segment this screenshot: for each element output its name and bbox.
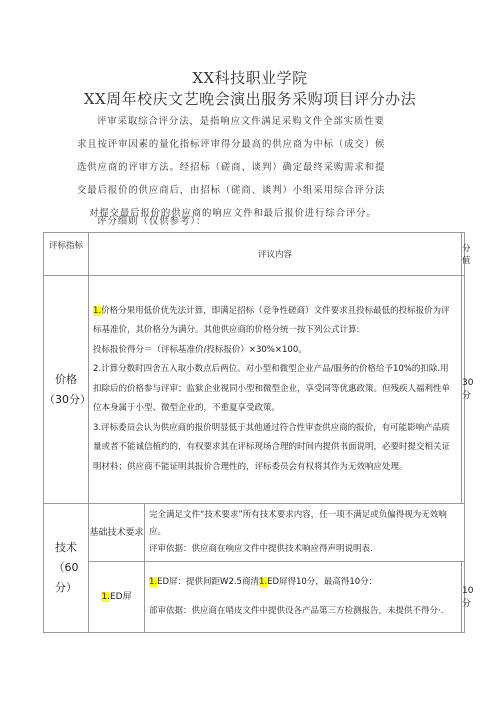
- led-score-cell: 10分: [462, 562, 465, 633]
- header-indicator: 评标指标: [44, 233, 89, 276]
- document-title: XX周年校庆文艺晚会演出服务采购项目评分办法: [83, 90, 417, 108]
- price-score-cell: 30分: [462, 276, 465, 504]
- tech-indicator-cell: [44, 504, 89, 633]
- basic-tech-content: [145, 504, 465, 562]
- price-content-cell: [89, 276, 462, 504]
- scoring-subheading: 评分细则（仅供参考）：: [97, 216, 207, 227]
- table-header-row: [44, 233, 465, 276]
- led-screen-line-1: 1.ED屏：提供间距W2.5商清1.ED屏得10分，最高得10分：: [149, 577, 378, 587]
- led-screen-label: 1.ED屏: [89, 562, 145, 633]
- price-rule-3: 3.评标委员会认为供应商的报价明显低于其他通过符合性审查供应商的报价，有可能影响产品质量或者不能诚信植约的，有权要求其在评标现场合理的时间内提供书面说明，必要时提交相关证明材料；供应商不能证明其报价合理性的，评标委员会有权将其作为无效响应处理。: [93, 422, 451, 472]
- price-formula: 投标报价得分＝（评标基准价/投标报价）×30%×100。: [93, 344, 307, 355]
- price-rule-2: 2.计算分数时四舍五入取小数点后两位。对小型和微型企业产品/服务的价格给予10%的扣除.用扣除后的价格参与评审；监狱企业视同小型和微型企业，享受同等优惠政策。但残疾人福利性单位本身属于小型、微型企业的，不重夏享受政策。: [93, 364, 451, 414]
- price-indicator-cell: [44, 276, 89, 504]
- intro-line-3: 选供应商的评审方法。经招标（磋商、谈判）确定最终采购需求和提: [77, 162, 386, 173]
- tech-led-row: [44, 562, 465, 633]
- header-score: 分值: [462, 233, 465, 276]
- intro-line-1: 评审采取综合评分法，是指响应文件满足采购文件全部实质性要: [97, 116, 385, 127]
- basic-tech-line-1: 完全满足文件“技术要求”所有技术要求内容，任一项不满足或负偏得视为无效响应。: [149, 510, 447, 537]
- scoring-table: [43, 232, 474, 633]
- price-weight: （30分）: [44, 392, 91, 406]
- price-rule-1: 1.价格分果用低价优先法计算，即满足招标（竞争性磋商）文件要求且投标最低的投标报价为评标基准价，其价格分为满分。其他供应商的价格分统一按下列公式计算:: [93, 305, 450, 336]
- led-screen-content: [145, 562, 462, 633]
- intro-line-4: 交最后报价的供应商后，由招标（磋商、谈判）小组采用综合评分法: [77, 185, 386, 196]
- intro-paragraph: [77, 110, 457, 225]
- header-content: 评议内容: [89, 233, 462, 276]
- basic-tech-line-2: 评审依据：供应商在响应文件中提供技术响应得声明说明表.: [149, 544, 373, 554]
- price-label: 价格: [55, 372, 77, 386]
- tech-label: 技术（60: [53, 541, 79, 574]
- intro-line-2: 求且按评审因素的量化指标评审得分最高的供应商为中标（成交）候: [77, 139, 386, 150]
- school-name: XX科技职业学院: [192, 69, 308, 87]
- basic-tech-label: 基础技术要求: [89, 504, 145, 562]
- intro-line-5: 对提交最后报价的供应商的响应文件和最后报价进行综合评分。: [89, 208, 377, 219]
- tech-weight: 分）: [55, 581, 77, 594]
- led-screen-line-2: 部审依据：供应商在哨皮文件中提供设各产品第三方检测报告，未提供不得分·.: [149, 606, 444, 616]
- price-row: [44, 276, 465, 504]
- tech-basic-row: [44, 504, 465, 562]
